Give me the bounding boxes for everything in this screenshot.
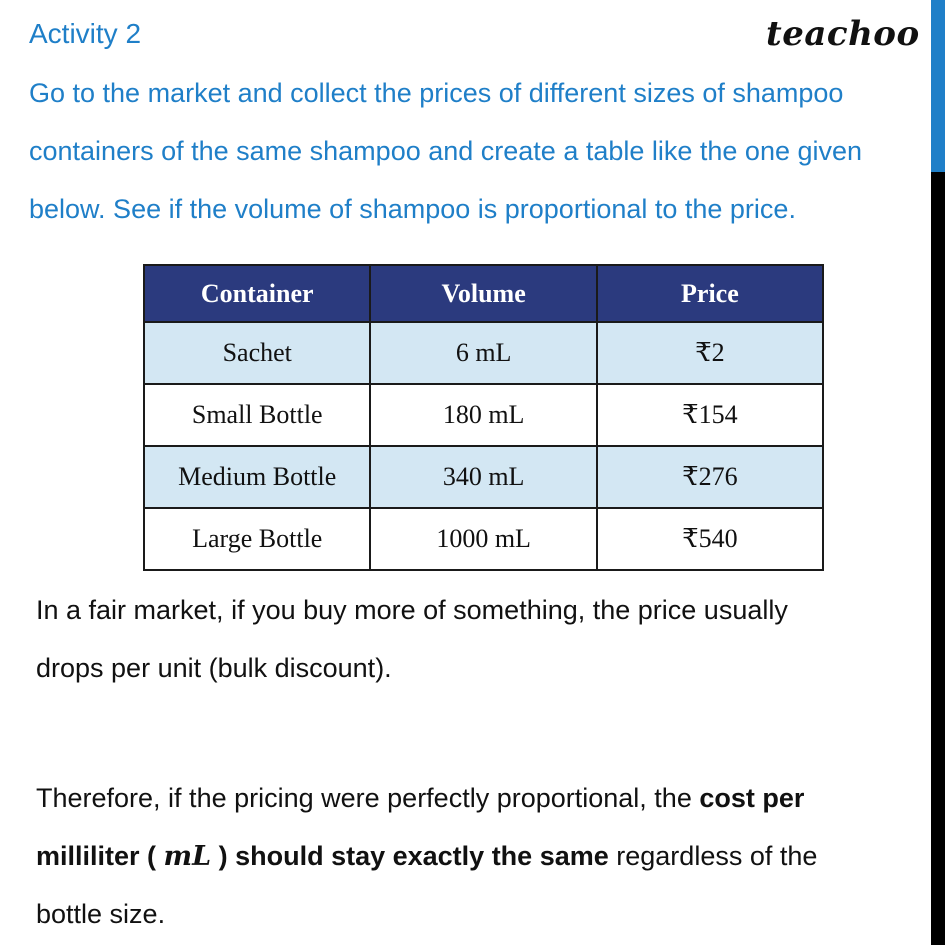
cell-price: ₹2 bbox=[597, 322, 823, 384]
cell-volume: 340 mL bbox=[370, 446, 596, 508]
activity-heading: Activity 2 bbox=[29, 18, 142, 49]
intro-line: containers of the same shampoo and create a table like the one given bbox=[29, 136, 863, 166]
paragraph-line bbox=[36, 769, 916, 827]
header-volume: Volume bbox=[370, 265, 596, 322]
cell-volume: 1000 mL bbox=[370, 508, 596, 570]
table-row bbox=[144, 446, 823, 508]
table-row bbox=[144, 508, 823, 570]
shampoo-price-table bbox=[143, 264, 824, 571]
paragraph-line: In a fair market, if you buy more of something, the price usually bbox=[36, 595, 788, 625]
cell-price: ₹540 bbox=[597, 508, 823, 570]
table-row bbox=[144, 384, 823, 446]
cell-container: Medium Bottle bbox=[144, 446, 370, 508]
cell-container: Sachet bbox=[144, 322, 370, 384]
right-edge-accent bbox=[931, 0, 945, 172]
cell-price: ₹154 bbox=[597, 384, 823, 446]
bold-text: cost per bbox=[699, 783, 805, 813]
cell-price: ₹276 bbox=[597, 446, 823, 508]
bold-text: ) should stay exactly the same bbox=[211, 841, 609, 871]
proportional-paragraph bbox=[36, 769, 916, 943]
cell-container: Large Bottle bbox=[144, 508, 370, 570]
intro-paragraph bbox=[29, 64, 929, 238]
bulk-discount-paragraph bbox=[36, 581, 916, 697]
plain-text: regardless of the bbox=[608, 841, 818, 871]
header-container: Container bbox=[144, 265, 370, 322]
paragraph-line: bottle size. bbox=[36, 899, 166, 929]
plain-text: Therefore, if the pricing were perfectly proportional, the bbox=[36, 783, 700, 813]
right-edge-bar bbox=[931, 0, 945, 945]
table-row bbox=[144, 322, 823, 384]
math-unit: mL bbox=[163, 841, 212, 872]
paragraph-line bbox=[36, 827, 916, 885]
header-price: Price bbox=[597, 265, 823, 322]
bold-text: milliliter ( bbox=[36, 841, 164, 871]
intro-line: Go to the market and collect the prices of different sizes of shampoo bbox=[29, 78, 844, 108]
table-header-row bbox=[144, 265, 823, 322]
teachoo-logo: teachoo bbox=[766, 14, 920, 54]
paragraph-line: drops per unit (bulk discount). bbox=[36, 653, 392, 683]
intro-line: below. See if the volume of shampoo is proportional to the price. bbox=[29, 194, 796, 224]
cell-volume: 180 mL bbox=[370, 384, 596, 446]
cell-container: Small Bottle bbox=[144, 384, 370, 446]
cell-volume: 6 mL bbox=[370, 322, 596, 384]
